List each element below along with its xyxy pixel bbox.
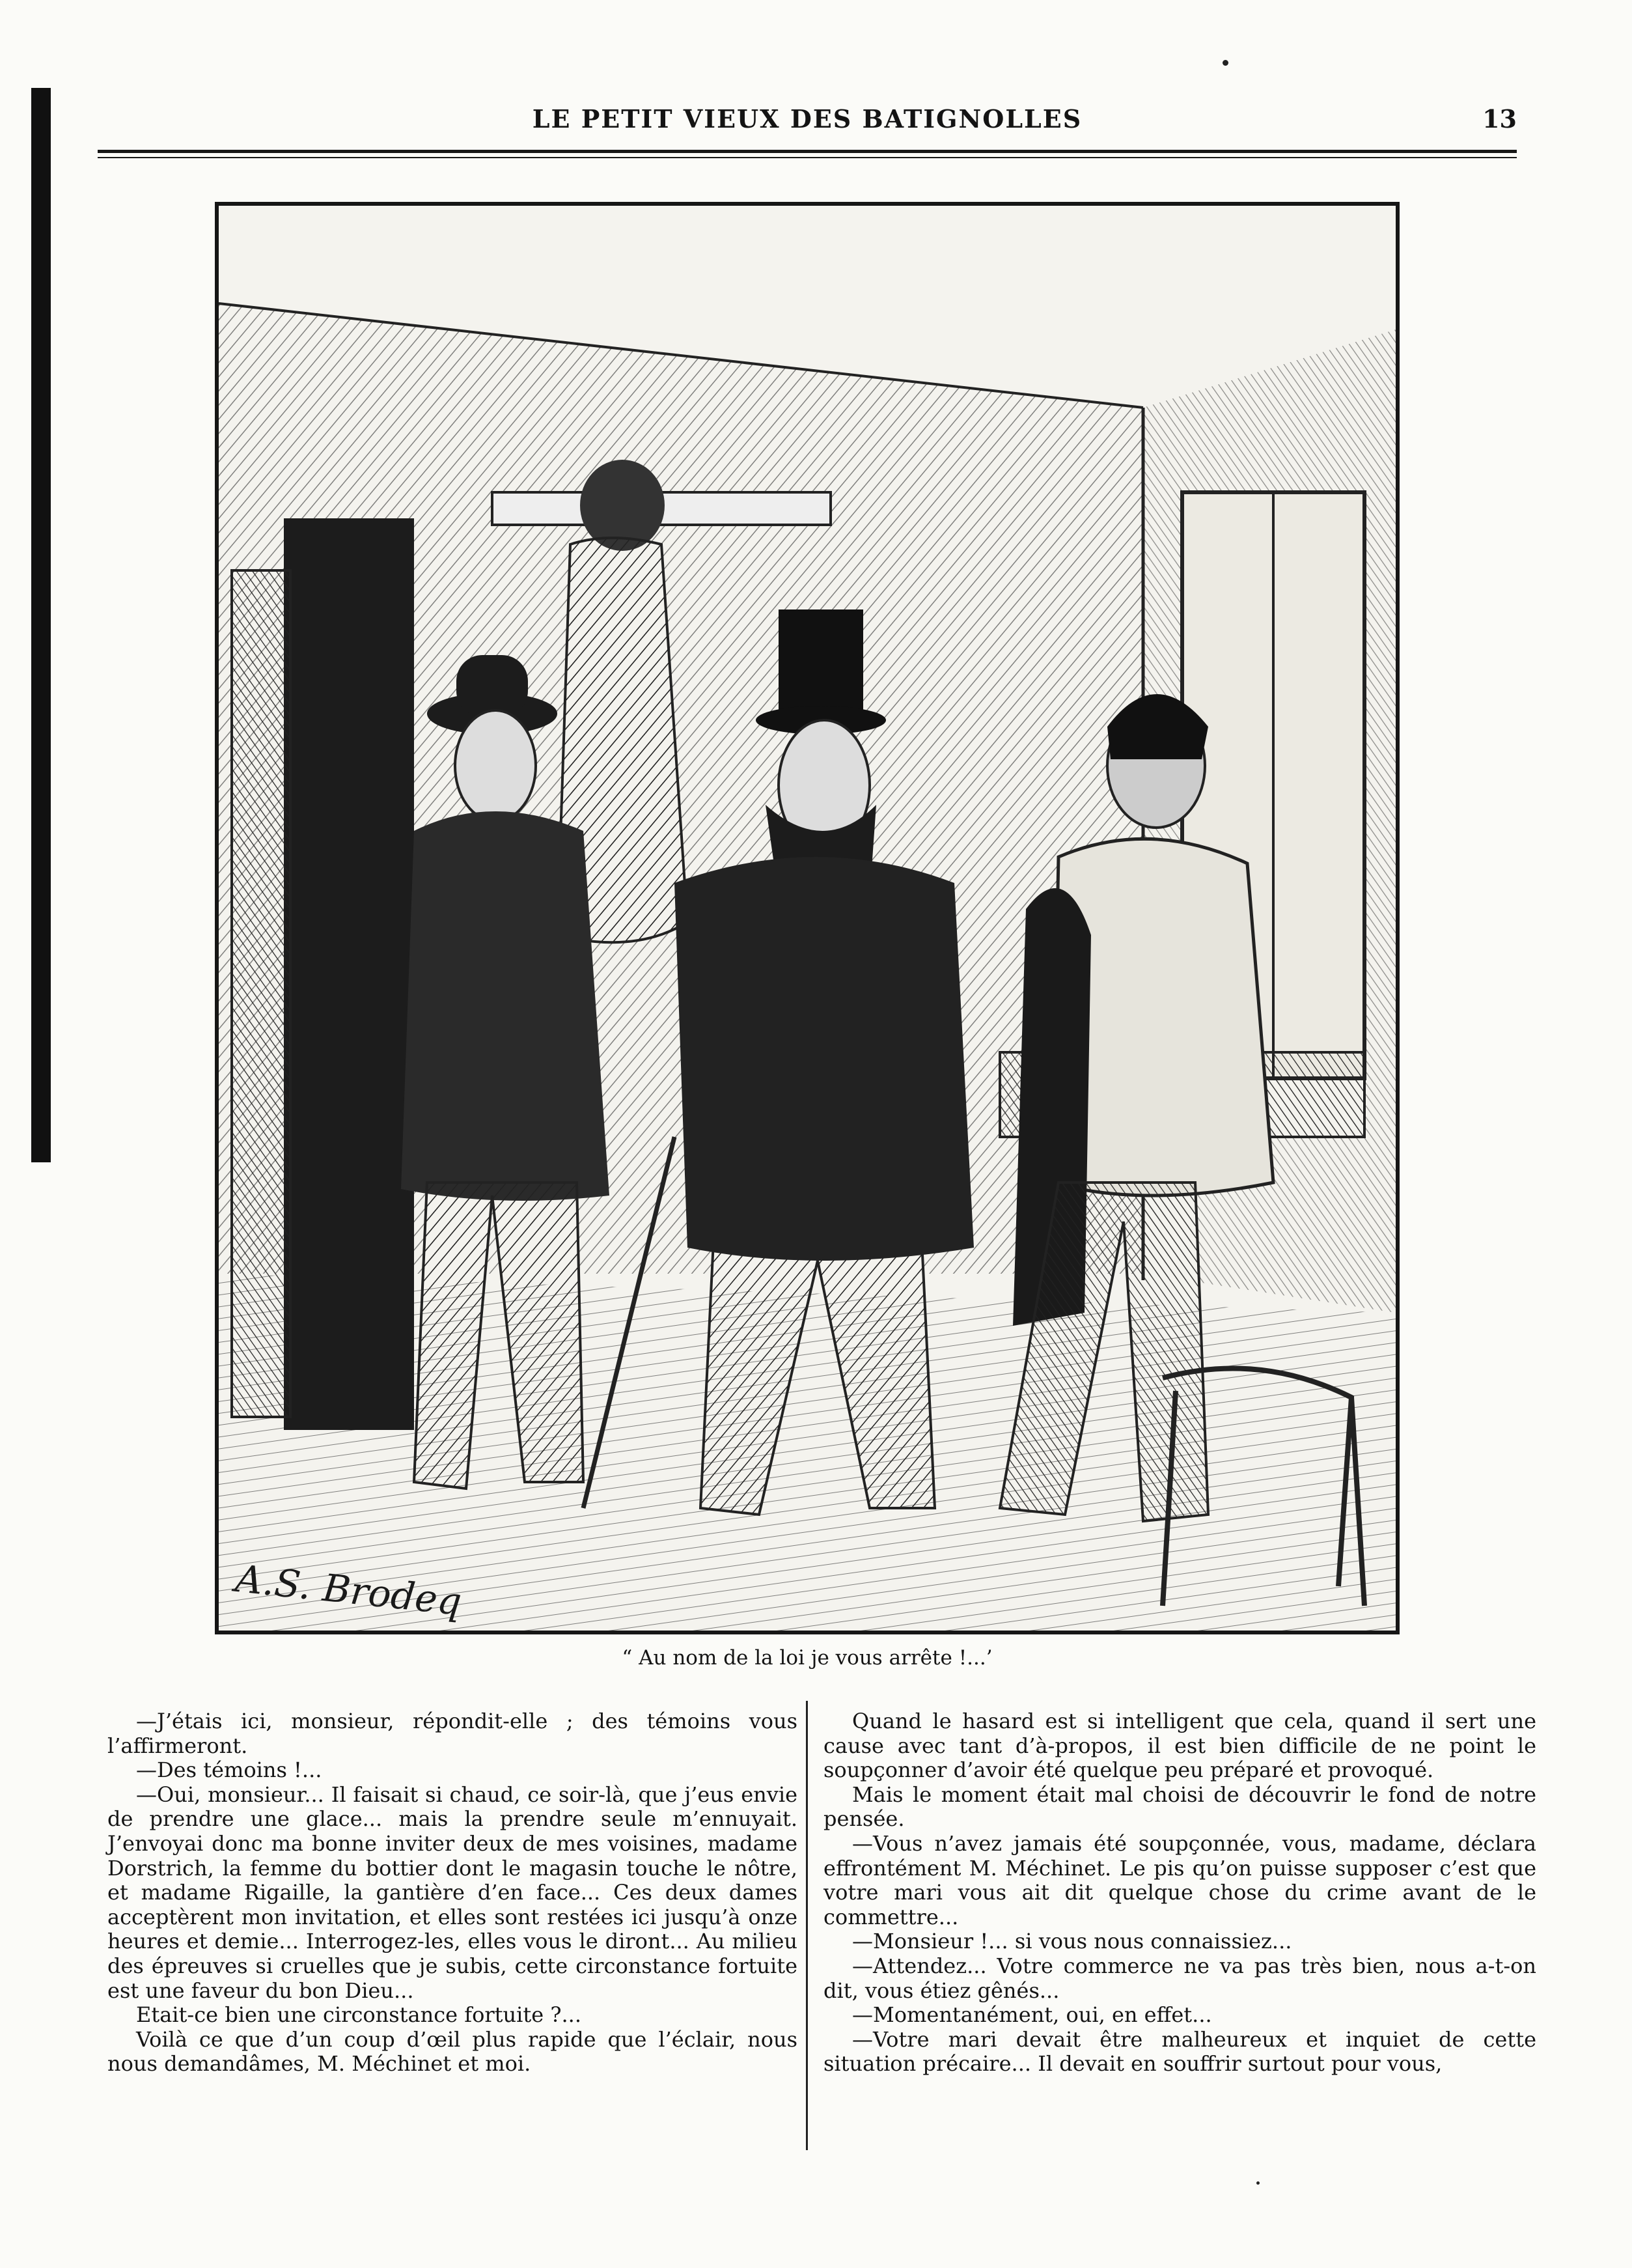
header-rule-thin: [98, 157, 1517, 158]
page-margin-bar: [31, 88, 51, 1162]
paragraph: —Momentanément, oui, en effet...: [852, 2002, 1212, 2028]
paragraph: —J’étais ici, monsieur, répondit-elle ; des témoins vous l’affirmeront.: [107, 1709, 797, 1758]
text-column-left: [107, 1709, 797, 2077]
paragraph: Etait-ce bien une circonstance fortuite ?...: [136, 2002, 581, 2028]
running-title: LE PETIT VIEUX DES BATIGNOLLES: [532, 104, 1083, 133]
paragraph: Mais le moment était mal choisi de découvrir le fond de notre pensée.: [823, 1782, 1536, 1832]
engraving-illustration: [215, 202, 1400, 1634]
text-column-right: [823, 1709, 1536, 2077]
artist-signature: A.S. Brodeq: [233, 1556, 464, 1625]
column-rule: [806, 1701, 808, 2150]
paragraph: Quand le hasard est si intelligent que cela, quand il sert une cause avec tant d’à-propos, il est bien difficile de ne point le soupçonner d’avoir été quelque peu préparé et provoqué.: [823, 1709, 1536, 1783]
header-rule-thick: [98, 150, 1517, 153]
paragraph: —Vous n’avez jamais été soupçonnée, vous, madame, déclara effrontément M. Méchinet. Le pis qu’on puisse supposer c’est que votre mari vous ait dit quelque chose du crime avant de le commettre...: [823, 1830, 1536, 1929]
paragraph: —Attendez... Votre commerce ne va pas très bien, nous a-t-on dit, vous étiez gênés...: [823, 1953, 1536, 2003]
page-header: [98, 104, 1517, 150]
paragraph: Voilà ce que d’un coup d’œil plus rapide que l’éclair, nous nous demandâmes, M. Méchinet et moi.: [107, 2026, 797, 2077]
paragraph: —Des témoins !...: [136, 1757, 322, 1783]
ink-speck: [1223, 60, 1228, 66]
paragraph: —Monsieur !... si vous nous connaissiez...: [852, 1929, 1292, 1954]
ink-speck: [1256, 2181, 1260, 2185]
engraving-drawing: [219, 206, 1396, 1631]
page-number: 13: [1482, 104, 1517, 133]
illustration-caption: “ Au nom de la loi je vous arrête !...’: [622, 1646, 993, 1670]
paragraph: —Oui, monsieur... Il faisait si chaud, ce soir-là, que j’eus envie de prendre une glace... mais la prendre seule m’ennuyait. J’envoyai donc ma bonne inviter deux de mes voisines, madame Dorstrich, la femme du bottier dont le magasin touche le nôtre, et madame Rigaille, la gantière d’en face... Ces deux dames acceptèrent mon invitation, et elles sont restées ici jusqu’à onze heures et demie... Interrogez-les, elles vous le diront... Au milieu des épreuves si cruelles que je subis, cette circonstance fortuite est une faveur du bon Dieu...: [107, 1782, 797, 2003]
paragraph: —Votre mari devait être malheureux et inquiet de cette situation précaire... Il devait en souffrir surtout pour vous,: [823, 2026, 1536, 2077]
